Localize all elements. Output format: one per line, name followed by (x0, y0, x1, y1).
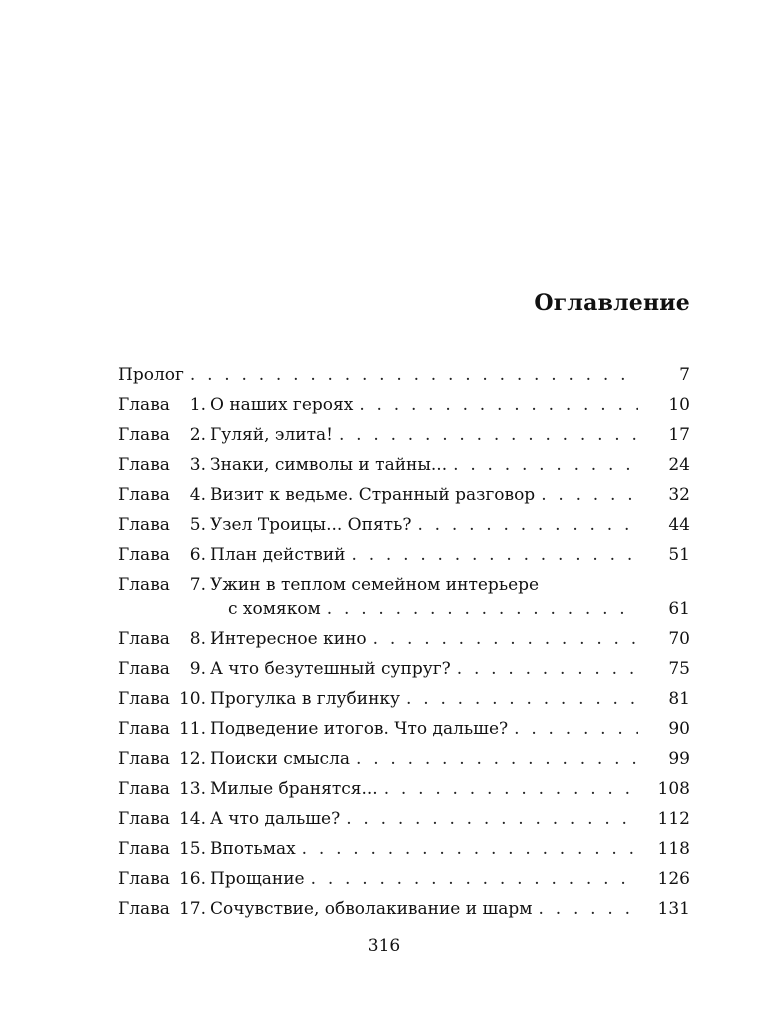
chapter-word: Глава (118, 425, 170, 445)
toc-entry-text (210, 540, 638, 570)
toc-page-number: 126 (657, 869, 690, 889)
toc-page-number: 7 (679, 365, 690, 385)
toc-entry-chapter-1 (118, 390, 690, 420)
dot-leader (327, 594, 638, 624)
toc-entry-title-line-2: с хомяком (228, 599, 321, 619)
toc-entry-title: Поиски смысла (210, 749, 351, 769)
chapter-number: 10. (178, 689, 206, 709)
toc-entry-text (210, 804, 638, 834)
toc-entry-text (210, 420, 638, 450)
toc-entry-title-line-1: Ужин в теплом семейном интерьере (210, 575, 540, 595)
chapter-word: Глава (118, 629, 170, 649)
dot-leader (417, 510, 638, 540)
dot-leader (514, 714, 638, 744)
toc-entry-chapter-15 (118, 834, 690, 864)
toc-entry-chapter-16 (118, 864, 690, 894)
chapter-number: 5. (189, 515, 206, 535)
dot-leader (457, 654, 638, 684)
chapter-number: 2. (189, 425, 206, 445)
toc-entry-chapter-9 (118, 654, 690, 684)
chapter-number: 3. (189, 455, 206, 475)
toc-entry-title: Впотьмах (210, 839, 296, 859)
toc-page-number: 17 (668, 425, 690, 445)
toc-entry-text (210, 510, 638, 540)
toc-entry-title: Узел Троицы... Опять? (210, 515, 412, 535)
toc-entry-title: Сочувствие, обволакивание и шарм (210, 899, 533, 919)
dot-leader (311, 864, 638, 894)
toc-entry-text (210, 450, 638, 480)
toc-entry-chapter-12 (118, 744, 690, 774)
chapter-number: 15. (178, 839, 206, 859)
toc-entry-title: Прогулка в глубинку (210, 689, 401, 709)
dot-leader (190, 360, 638, 390)
toc-entry-title: Интересное кино (210, 629, 367, 649)
toc-entry-title: О наших героях (210, 395, 354, 415)
chapter-number: 13. (178, 779, 206, 799)
chapter-number: 11. (178, 719, 206, 739)
toc-entry-chapter-7 (118, 570, 690, 624)
toc-entry-text (210, 390, 638, 420)
toc-entry-chapter-10 (118, 684, 690, 714)
dot-leader (346, 804, 638, 834)
dot-leader (359, 390, 638, 420)
chapter-word: Глава (118, 869, 170, 889)
chapter-number: 9. (189, 659, 206, 679)
dot-leader (302, 834, 638, 864)
chapter-word: Глава (118, 395, 170, 415)
dot-leader (539, 894, 638, 924)
toc-entry-title: Знаки, символы и тайны... (210, 455, 448, 475)
dot-leader (406, 684, 638, 714)
toc-entry-title: Визит к ведьме. Странный разговор (210, 485, 536, 505)
toc-entry-chapter-11 (118, 714, 690, 744)
chapter-number: 16. (178, 869, 206, 889)
chapter-word: Глава (118, 659, 170, 679)
toc-page-number: 24 (668, 455, 690, 475)
toc-entry-chapter-14 (118, 804, 690, 834)
chapter-number: 14. (178, 809, 206, 829)
chapter-word: Глава (118, 485, 170, 505)
toc-entry-title: Прощание (210, 869, 305, 889)
table-of-contents (118, 360, 690, 924)
chapter-number: 6. (189, 545, 206, 565)
toc-entry-text (210, 684, 638, 714)
toc-entry-text (210, 834, 638, 864)
toc-entry-title: План действий (210, 545, 346, 565)
dot-leader (384, 774, 638, 804)
toc-entry-prologue (118, 360, 690, 390)
page-number: 316 (367, 936, 401, 956)
chapter-number: 17. (178, 899, 206, 919)
chapter-word: Глава (118, 719, 170, 739)
toc-entry-title: Милые бранятся... (210, 779, 378, 799)
toc-page-number: 44 (668, 515, 690, 535)
toc-page-number: 99 (668, 749, 690, 769)
toc-entry-text (228, 594, 638, 624)
toc-page-number: 61 (668, 599, 690, 619)
page-title: Оглавление (534, 290, 690, 316)
toc-page-number: 112 (657, 809, 690, 829)
dot-leader (356, 744, 638, 774)
toc-entry-title: Гуляй, элита! (210, 425, 333, 445)
toc-entry-title: Подведение итогов. Что дальше? (210, 719, 509, 739)
toc-entry-text (210, 864, 638, 894)
toc-page-number: 51 (668, 545, 690, 565)
chapter-number: 7. (189, 575, 206, 595)
dot-leader (541, 480, 638, 510)
chapter-number: 1. (189, 395, 206, 415)
chapter-word: Глава (118, 689, 170, 709)
toc-entry-title: А что дальше? (210, 809, 341, 829)
toc-page-number: 75 (668, 659, 690, 679)
toc-page-number: 81 (668, 689, 690, 709)
toc-entry-text (210, 654, 638, 684)
dot-leader (373, 624, 638, 654)
toc-page-number: 10 (668, 395, 690, 415)
toc-entry-title: Пролог (118, 365, 184, 385)
toc-entry-chapter-4 (118, 480, 690, 510)
toc-entry-chapter-8 (118, 624, 690, 654)
chapter-word: Глава (118, 839, 170, 859)
chapter-word: Глава (118, 455, 170, 475)
toc-entry-text (210, 714, 638, 744)
toc-entry-text (210, 624, 638, 654)
toc-page-number: 131 (657, 899, 690, 919)
toc-entry-chapter-17 (118, 894, 690, 924)
toc-entry-title: А что безутешный супруг? (210, 659, 451, 679)
chapter-number: 12. (178, 749, 206, 769)
toc-entry-chapter-2 (118, 420, 690, 450)
toc-entry-chapter-13 (118, 774, 690, 804)
chapter-word: Глава (118, 575, 170, 595)
chapter-number: 8. (189, 629, 206, 649)
toc-entry-text (118, 360, 638, 390)
chapter-word: Глава (118, 779, 170, 799)
chapter-word: Глава (118, 749, 170, 769)
dot-leader (352, 540, 638, 570)
toc-entry-chapter-6 (118, 540, 690, 570)
toc-entry-text (210, 480, 638, 510)
chapter-number: 4. (189, 485, 206, 505)
toc-page-number: 108 (657, 779, 690, 799)
toc-page-number: 118 (657, 839, 690, 859)
toc-entry-chapter-3 (118, 450, 690, 480)
toc-page-number: 70 (668, 629, 690, 649)
toc-page-number: 32 (668, 485, 690, 505)
toc-entry-text (210, 744, 638, 774)
dot-leader (453, 450, 638, 480)
chapter-word: Глава (118, 515, 170, 535)
toc-entry-chapter-5 (118, 510, 690, 540)
chapter-word: Глава (118, 809, 170, 829)
chapter-word: Глава (118, 899, 170, 919)
toc-entry-text (210, 894, 638, 924)
dot-leader (339, 420, 638, 450)
toc-page-number: 90 (668, 719, 690, 739)
toc-entry-text (210, 774, 638, 804)
chapter-word: Глава (118, 545, 170, 565)
